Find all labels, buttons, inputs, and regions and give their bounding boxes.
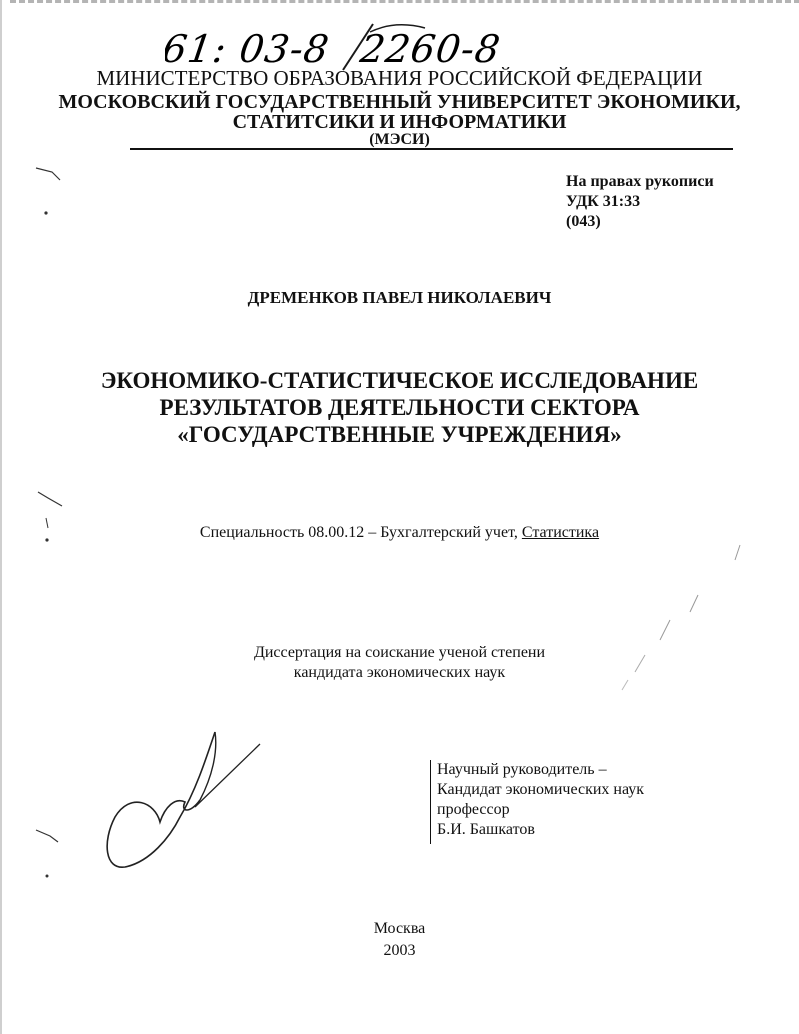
- specialty-line: [0, 524, 799, 542]
- scan-left-edge: [0, 0, 2, 1034]
- title-line1: ЭКОНОМИКО-СТАТИСТИЧЕСКОЕ ИССЛЕДОВАНИЕ: [100, 368, 699, 393]
- advisor-line3: профессор: [437, 801, 510, 818]
- svg-text:2260-8: 2260-8: [357, 28, 504, 72]
- year: 2003: [383, 942, 416, 959]
- degree-line2: кандидата экономических наук: [293, 664, 506, 681]
- university-abbreviation: (МЭСИ): [369, 131, 430, 148]
- header-rule: [130, 148, 733, 150]
- specialty-statistics: Статистика: [521, 524, 600, 541]
- rights-line: На правах рукописи: [566, 173, 714, 190]
- advisor-line1: Научный руководитель –: [437, 761, 607, 778]
- svg-text:61: 03-8: 61: 03-8: [165, 28, 333, 72]
- advisor-name: Б.И. Башкатов: [437, 821, 535, 838]
- dissertation-title: [0, 367, 799, 448]
- udc-line: УДК 31:33: [566, 193, 641, 210]
- dissertation-degree: [0, 643, 799, 683]
- scan-top-edge: [10, 0, 799, 7]
- author-name: ДРЕМЕНКОВ ПАВЕЛ НИКОЛАЕВИЧ: [247, 288, 552, 307]
- udc-code-line: (043): [566, 213, 601, 230]
- degree-line1: Диссертация на соискание ученой степени: [253, 644, 546, 661]
- university-heading-line2: СТАТИТСИКИ И ИНФОРМАТИКИ: [232, 111, 567, 133]
- manuscript-rights-block: [566, 172, 714, 232]
- specialty-prefix: Специальность 08.00.12 – Бухгалтерский учет,: [199, 524, 522, 541]
- advisor-line2: Кандидат экономических наук: [437, 781, 645, 798]
- signature-graphic: [100, 722, 270, 872]
- university-heading-line1: МОСКОВСКИЙ ГОСУДАРСТВЕННЫЙ УНИВЕРСИТЕТ ЭКОНОМИКИ,: [58, 91, 741, 113]
- scientific-advisor-block: [430, 760, 717, 844]
- title-line3: «ГОСУДАРСТВЕННЫЕ УЧРЕЖДЕНИЯ»: [177, 422, 622, 447]
- city: Москва: [373, 920, 426, 937]
- city-year-block: [0, 918, 799, 962]
- title-line2: РЕЗУЛЬТАТОВ ДЕЯТЕЛЬНОСТИ СЕКТОРА: [159, 395, 640, 420]
- ministry-heading: МИНИСТЕРСТВО ОБРАЗОВАНИЯ РОССИЙСКОЙ ФЕДЕРАЦИИ: [96, 66, 703, 90]
